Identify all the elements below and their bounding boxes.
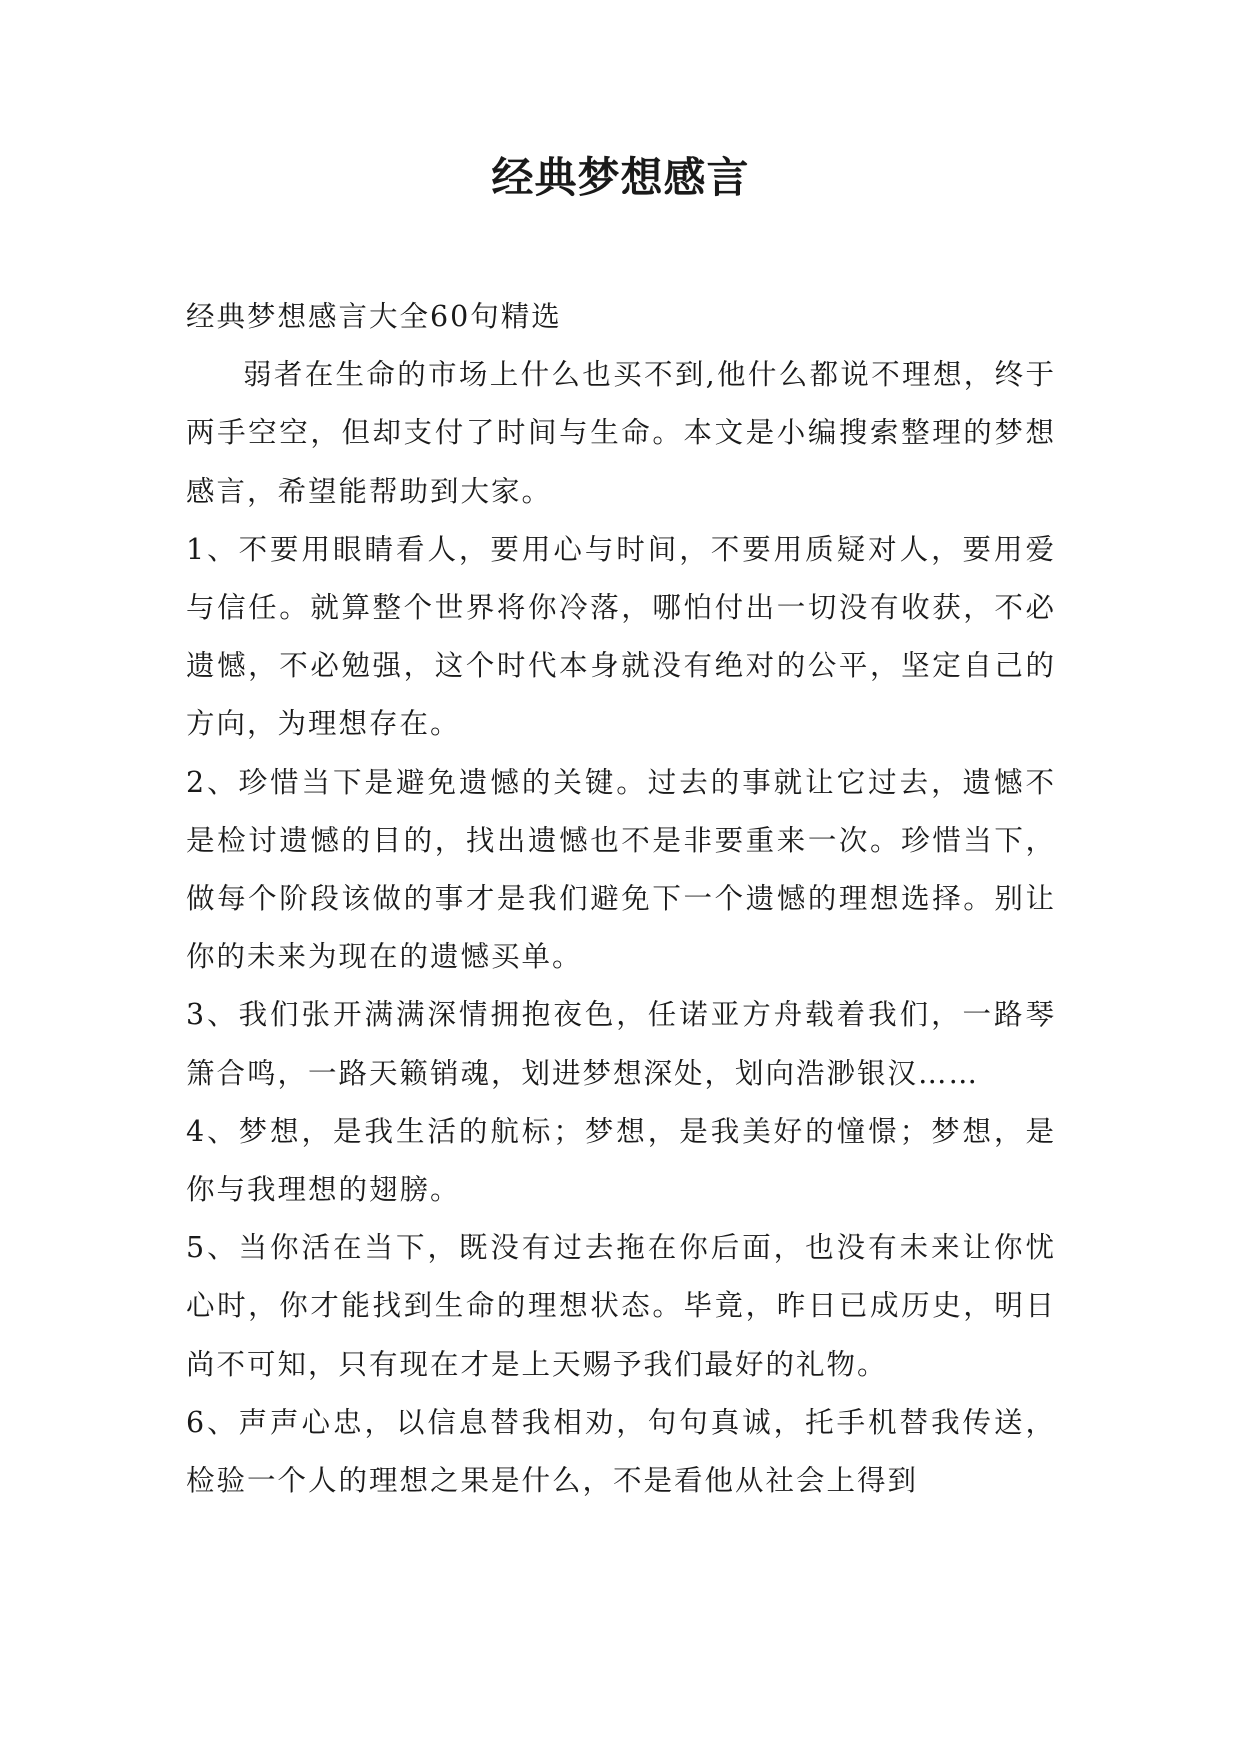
- quote-item-1: 1、不要用眼睛看人，要用心与时间，不要用质疑对人，要用爱与信任。就算整个世界将你冷落，哪怕付出一切没有收获，不必遗憾，不必勉强，这个时代本身就没有绝对的公平，坚定自己的方向，为理想存在。: [186, 532, 1056, 741]
- document-body: [186, 288, 1056, 1510]
- quote-item-4: 4、梦想，是我生活的航标；梦想，是我美好的憧憬；梦想，是你与我理想的翅膀。: [186, 1114, 1056, 1207]
- quote-item-6: 6、声声心忠，以信息替我相劝，句句真诚，托手机替我传送，检验一个人的理想之果是什么，不是看他从社会上得到: [186, 1405, 1056, 1498]
- quote-item-5: 5、当你活在当下，既没有过去拖在你后面，也没有未来让你忧心时，你才能找到生命的理想状态。毕竟，昨日已成历史，明日尚不可知，只有现在才是上天赐予我们最好的礼物。: [186, 1231, 1056, 1381]
- document-subtitle: 经典梦想感言大全60句精选: [186, 300, 562, 333]
- intro-paragraph: 弱者在生命的市场上什么也买不到,他什么都说不理想，终于两手空空，但却支付了时间与生命。本文是小编搜索整理的梦想感言，希望能帮助到大家。: [186, 358, 1056, 508]
- quote-item-3: 3、我们张开满满深情拥抱夜色，任诺亚方舟载着我们，一路琴箫合鸣，一路天籁销魂，划进梦想深处，划向浩渺银汉……: [186, 998, 1056, 1090]
- document-title: 经典梦想感言: [491, 153, 750, 202]
- quote-item-2: 2、珍惜当下是避免遗憾的关键。过去的事就让它过去，遗憾不是检讨遗憾的目的，找出遗憾也不是非要重来一次。珍惜当下，做每个阶段该做的事才是我们避免下一个遗憾的理想选择。别让你的未来为现在的遗憾买单。: [186, 765, 1056, 974]
